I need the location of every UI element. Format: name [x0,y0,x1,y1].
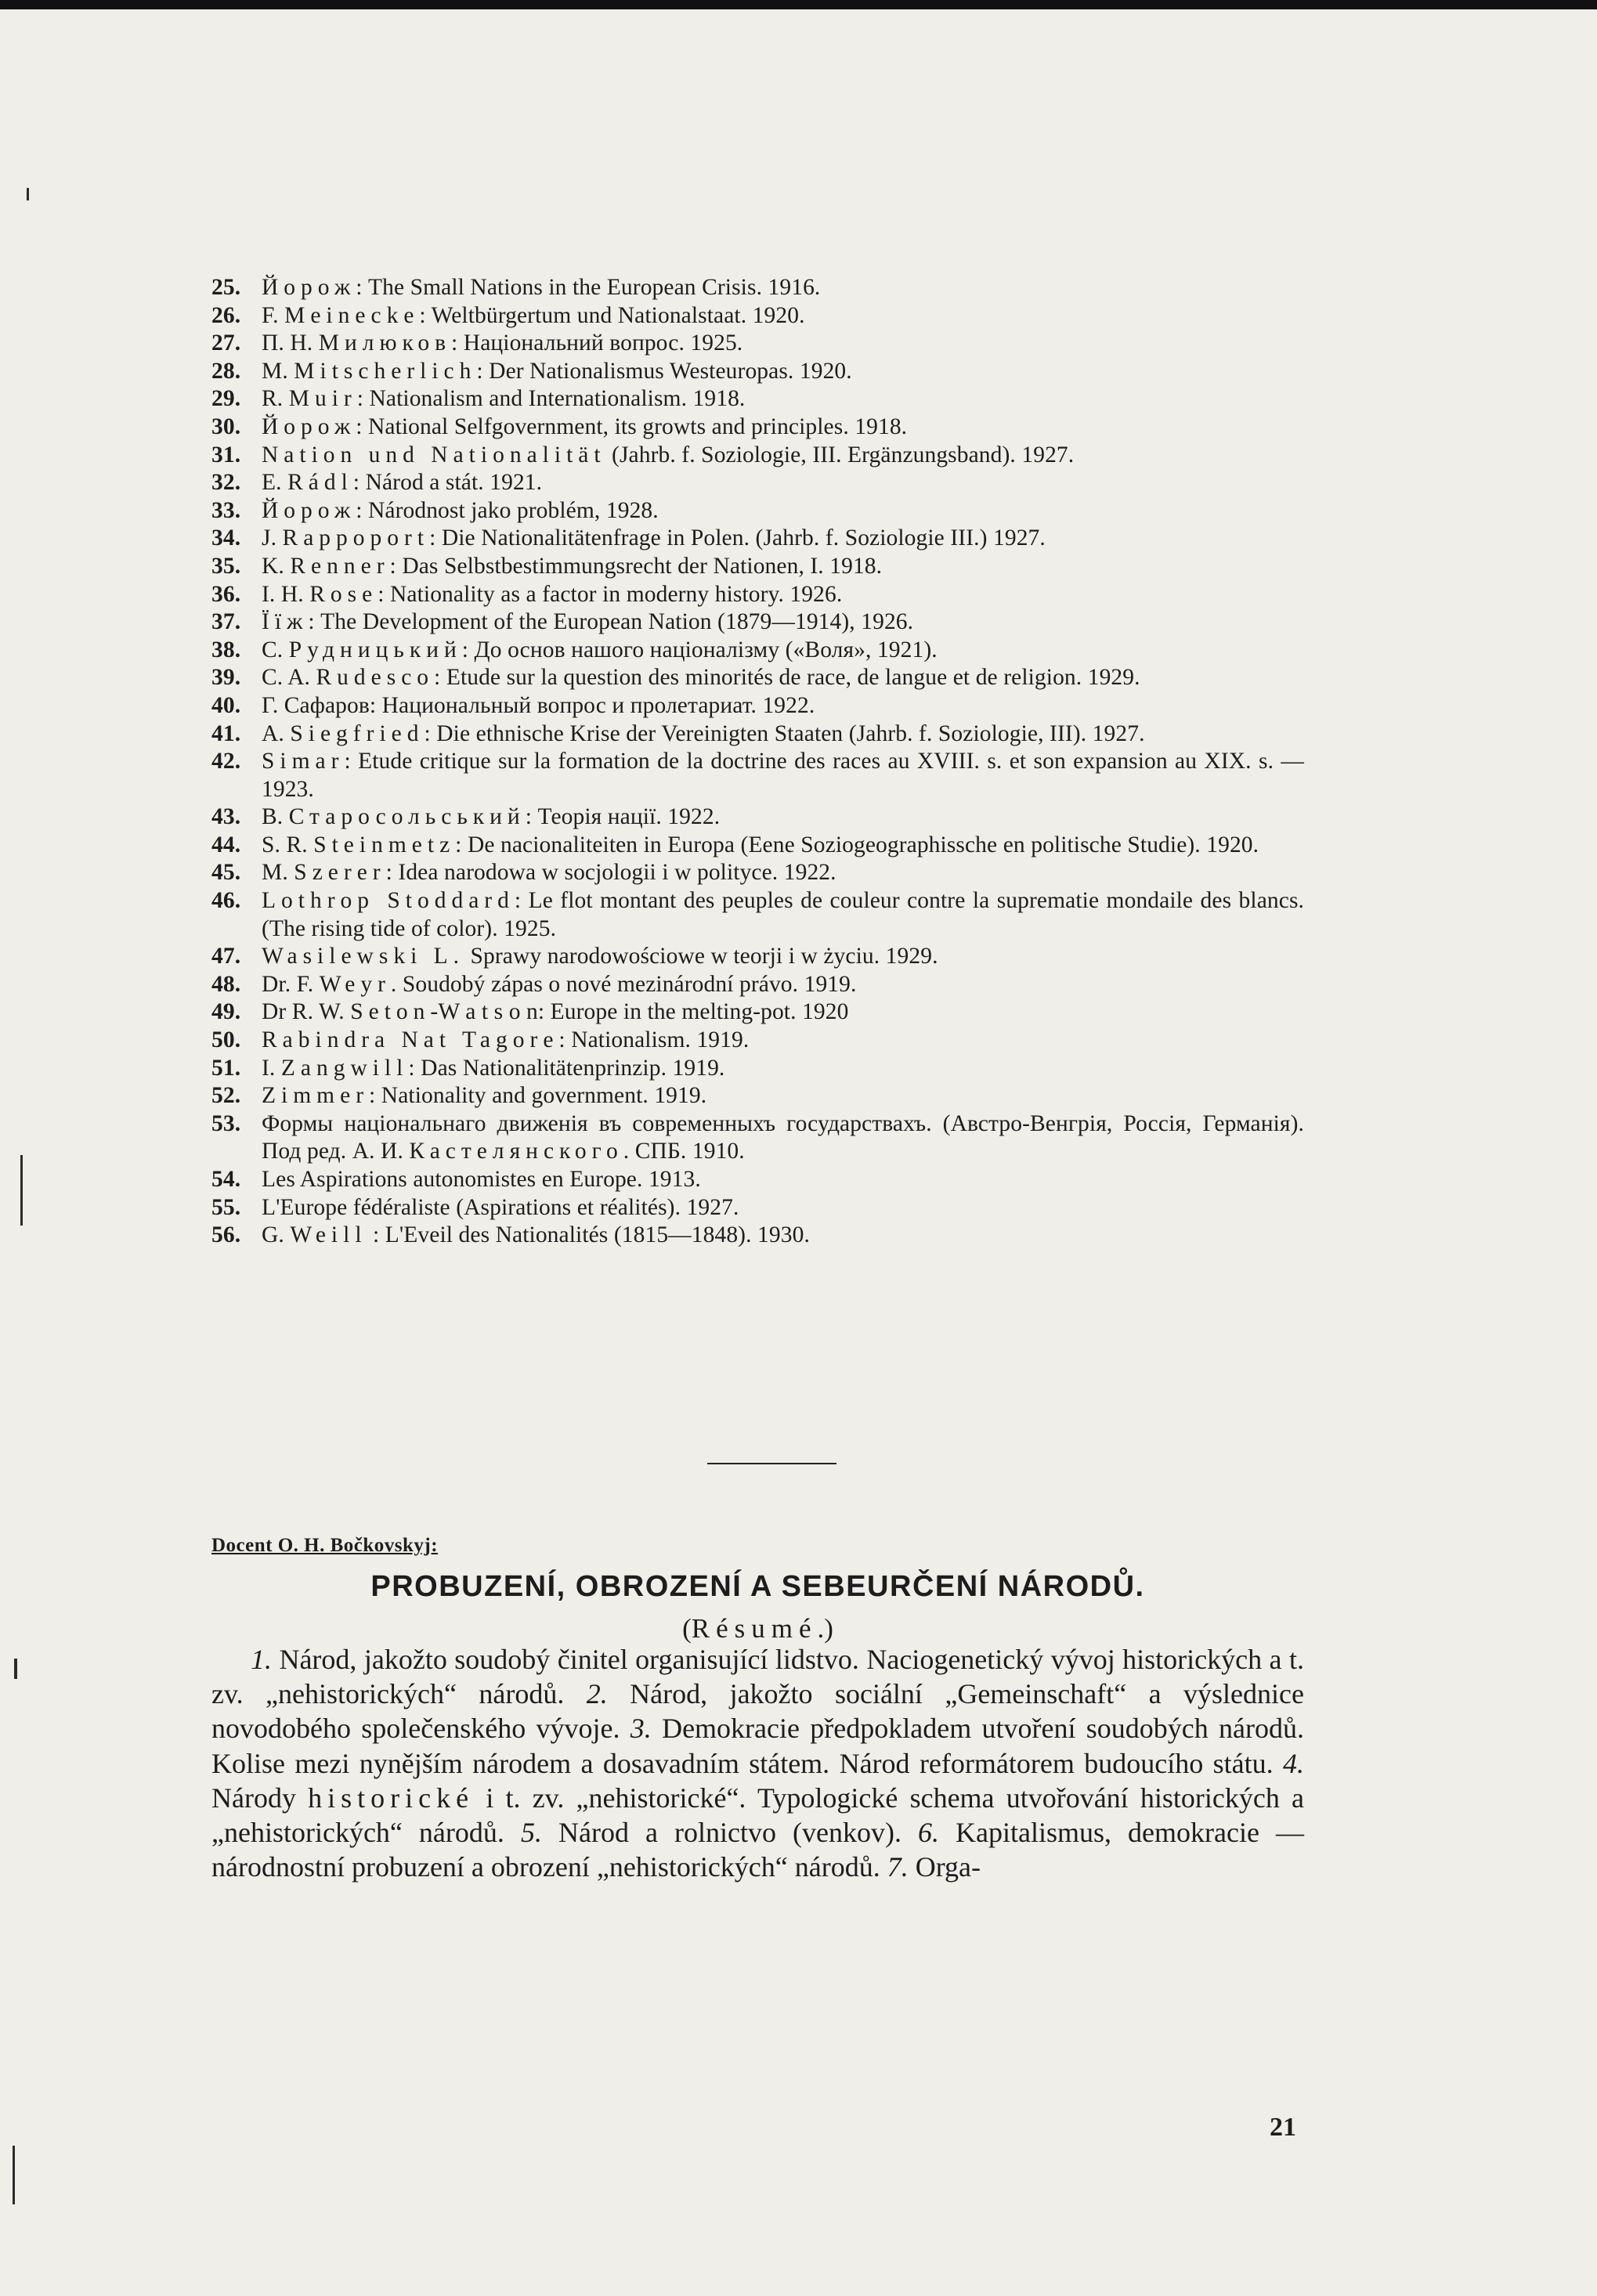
reference-pre: M. [262,358,294,384]
reference-entry [211,748,1304,803]
reference-rest: : Národnost jako problém, 1928. [356,497,659,523]
reference-text [262,358,1304,386]
reference-entry [211,1082,1304,1110]
reference-author: Szerer [294,860,386,886]
reference-number: 33. [211,497,241,523]
reference-rest: : Das Selbstbestimmungsrecht der Nationen, I. 1918. [389,553,883,579]
reference-entry [211,274,1304,302]
resume-item-number: 1. [251,1644,272,1675]
reference-entry [211,413,1304,442]
reference-rest: L'Europe fédéraliste (Aspirations et réalités). 1927. [262,1194,739,1220]
reference-pre: M. [262,860,294,886]
reference-entry [211,525,1304,553]
reference-pre: K. [262,553,291,579]
reference-rest: : Weltbürgertum und Nationalstaat. 1920. [419,302,805,328]
reference-text [262,1194,1304,1222]
author-line: Docent O. H. Bočkovskyj: [211,1535,439,1556]
reference-rest: : Der Nationalismus Westeuropas. 1920. [476,358,852,384]
reference-rest: : National Selfgovernment, its growts and principles. 1918. [356,413,908,439]
reference-number: 40. [211,692,241,718]
reference-pre: G. [262,1222,291,1248]
reference-text [262,664,1304,692]
reference-author: Їїж [262,609,309,635]
reference-entry [211,803,1304,832]
reference-rest: : Теорія нації. 1922. [525,804,721,830]
reference-rest: : Nationality as a factor in moderny history. 1926. [378,581,843,607]
reference-pre: Формы національнаго движенія въ современныхъ государствахъ. (Австро-Венгрія, Россія, Германія). Под ред. А. И. [262,1110,1304,1164]
reference-entry [211,358,1304,386]
reference-rest: (Jahrb. f. Soziologie, III. Ergänzungsband). 1927. [605,442,1075,468]
reference-entry [211,469,1304,497]
reference-rest: : De nacionaliteiten in Europa (Eene Soziogeographissche en politische Studie). 1920. [455,832,1259,857]
reference-entry [211,1194,1304,1222]
reference-author: Rudesco [316,665,435,691]
reference-entry [211,1166,1304,1194]
reference-pre: F. [262,302,285,328]
reference-number: 51. [211,1055,241,1081]
reference-number: 44. [211,832,241,857]
reference-rest: : Національний вопрос. 1925. [451,330,743,356]
reference-entry [211,720,1304,749]
reference-rest: : До основ нашого націоналізму («Воля», 1921). [461,637,938,662]
resume-item-number: 2. [586,1678,608,1710]
reference-pre: С. [262,637,289,662]
resume-item-number: 4. [1283,1747,1304,1779]
reference-rest: . Soudobý zápas o nové mezinárodní právo. 1919. [390,971,857,997]
reference-text [262,1027,1304,1055]
reference-entry [211,553,1304,581]
reference-rest: : Nationality and government. 1919. [369,1083,707,1109]
resume-text: Kapitalismus, demokracie — národnostní probuzení a obrození „nehistorických“ národů. [211,1817,1304,1883]
reference-pre: S. R. [262,832,314,857]
reference-text [262,330,1304,358]
reference-text [262,943,1304,971]
reference-text [262,442,1304,470]
reference-text [262,859,1304,887]
reference-pre: J. [262,525,283,551]
reference-number: 54. [211,1167,241,1192]
reference-entry [211,385,1304,413]
reference-rest: : Le flot montant des peuples de couleur contre la suprematie mondaile des blancs. (The rising tide of color). 1925. [262,888,1304,941]
reference-rest: : Die Nationalitätenfrage in Polen. (Jahrb. f. Soziologie III.) 1927. [429,525,1046,551]
reference-text [262,803,1304,832]
reference-author: Lothrop Stoddard [262,888,515,914]
reference-number: 49. [211,999,241,1025]
reference-text [262,720,1304,749]
reference-entry [211,581,1304,609]
reference-author: Wasilewski L. [262,944,465,969]
reference-number: 45. [211,860,241,886]
reference-number: 46. [211,888,241,914]
reference-rest: Г. Сафаров: Национальный вопрос и пролетариат. 1922. [262,692,815,718]
reference-text [262,1166,1304,1194]
reference-text [262,1082,1304,1110]
reference-text [262,748,1304,803]
reference-rest: : Nationalism. 1919. [558,1027,750,1053]
resume-text: Národ, jakožto soudobý činitel organisující lidstvo. Naciogenetický vývoj historických a t. zv. „nehistorických“ národů. [211,1644,1304,1710]
reference-text [262,1222,1304,1250]
reference-author: Muir [288,386,357,412]
reference-pre: C. A. [262,665,316,691]
reference-entry [211,302,1304,330]
reference-number: 42. [211,749,241,774]
reference-author: Кастелянского [409,1139,623,1164]
reference-entry [211,497,1304,525]
reference-number: 32. [211,470,241,496]
reference-number: 36. [211,581,241,607]
resume-item-number: 7. [887,1851,909,1883]
reference-number: 47. [211,944,241,969]
section-divider [707,1463,836,1464]
reference-pre: I. [262,1055,281,1081]
reference-author: Rose [309,581,378,607]
reference-number: 52. [211,1083,241,1109]
reference-author: Meinecke [284,302,420,328]
reference-number: 26. [211,302,241,328]
margin-mark [13,2146,15,2204]
reference-entry [211,887,1304,943]
reference-author: Seton [350,999,431,1025]
reference-rest: : Die ethnische Krise der Vereinigten Staaten (Jahrb. f. Soziologie, III). 1927. [424,720,1145,746]
reference-pre: П. Н. [262,330,319,356]
reference-author: Mitscherlich [294,358,477,384]
resume-item-number: 6. [918,1817,939,1849]
reference-number: 37. [211,609,241,635]
reference-text [262,832,1304,860]
reference-text [262,497,1304,525]
reference-rest: : L'Eveil des Nationalités (1815—1848). 1930. [367,1222,810,1248]
reference-entry [211,943,1304,971]
reference-pre: Dr. F. [262,971,320,997]
reference-author: Старосольський [288,804,526,830]
reference-text [262,302,1304,330]
reference-text [262,385,1304,413]
reference-number: 55. [211,1194,241,1220]
reference-text [262,1110,1304,1166]
reference-text [262,692,1304,720]
reference-number: 30. [211,413,241,439]
reference-rest: : Etude critique sur la formation de la doctrine des races au XVIII. s. et son expansion au XIX. s. — 1923. [262,749,1304,802]
reference-entry [211,1027,1304,1055]
reference-author: Йорож [262,413,356,439]
reference-entry [211,637,1304,665]
bibliography-list [211,274,1304,1250]
reference-author: Zimmer [262,1083,370,1109]
reference-text [262,553,1304,581]
reference-rest: : Etude sur la question des minorités de race, de langue et de religion. 1929. [434,665,1140,691]
reference-text [262,887,1304,943]
reference-author: Йорож [262,275,356,300]
resume-text: i t. zv. „nehistorické“. Typologické schema utvořování historických a „nehistorických“ národů. [211,1782,1304,1849]
reference-number: 56. [211,1222,241,1248]
margin-mark [20,1155,23,1226]
reference-author: Zangwill [280,1055,409,1081]
reference-number: 39. [211,665,241,691]
reference-number: 38. [211,637,241,662]
reference-entry [211,832,1304,860]
reference-rest: : Nationalism and Internationalism. 1918. [356,386,746,412]
reference-text [262,469,1304,497]
reference-rest: : Národ a stát. 1921. [352,470,543,496]
reference-entry [211,998,1304,1027]
reference-author: Рудницький [288,637,462,662]
margin-mark [14,1659,17,1679]
reference-rest: : The Small Nations in the European Crisis. 1916. [356,275,821,300]
resume-text: historické [308,1782,475,1814]
reference-number: 41. [211,720,241,746]
reference-author: Weill [290,1222,367,1248]
reference-rest: : Idea narodowa w socjologii i w polityce. 1922. [385,860,836,886]
reference-text [262,608,1304,637]
reference-pre: В. [262,804,289,830]
reference-author: Simar [262,749,345,774]
reference-rest: Les Aspirations autonomistes en Europe. 1913. [262,1167,701,1192]
reference-text [262,637,1304,665]
reference-entry [211,1222,1304,1250]
reference-rest: . СПБ. 1910. [623,1139,745,1164]
reference-entry [211,442,1304,470]
reference-text [262,413,1304,442]
resume-text: Národ, jakožto sociální „Gemeinschaft“ a výslednice novodobého společenského vývoje. [211,1678,1304,1745]
reference-author: Rappoport [282,525,430,551]
scan-top-edge [0,0,1597,9]
reference-entry [211,330,1304,358]
reference-number: 25. [211,275,241,300]
reference-entry [211,859,1304,887]
reference-rest: : The Development of the European Nation (1879—1914), 1926. [308,609,914,635]
reference-pre: A. [262,720,291,746]
reference-pre: E. [262,470,288,496]
reference-number: 31. [211,442,241,468]
reference-text [262,1055,1304,1083]
reference-author: Steinmetz [313,832,456,857]
reference-author: Nation und Nationalität [262,442,606,468]
reference-number: 53. [211,1110,241,1136]
reference-entry [211,1055,1304,1083]
reference-pre: I. H. [262,581,310,607]
reference-entry [211,692,1304,720]
article-title: PROBUZENÍ, OBROZENÍ A SEBEURČENÍ NÁRODŮ. [370,1570,1145,1603]
reference-pre: R. [262,386,289,412]
reference-number: 29. [211,386,241,412]
reference-number: 28. [211,358,241,384]
reference-entry [211,971,1304,999]
resume-text: Národ a rolnictvo (venkov). [541,1817,918,1849]
reference-text [262,998,1304,1027]
reference-entry [211,664,1304,692]
reference-entry [211,1110,1304,1166]
reference-author: Милюков [318,330,452,356]
resume-text: Národy [211,1782,309,1814]
reference-text [262,274,1304,302]
reference-author: Renner [290,553,390,579]
page-number: 21 [1270,2113,1296,2142]
resume-text: Orga- [908,1851,981,1883]
reference-author: Weyr [319,971,391,997]
reference-number: 50. [211,1027,241,1053]
reference-number: 35. [211,553,241,579]
reference-number: 48. [211,971,241,997]
resume-paragraph [211,1642,1304,1884]
reference-author: Rádl [287,470,353,496]
reference-rest: : Das Nationalitätenprinzip. 1919. [408,1055,725,1081]
article-subtitle: (Résumé.) [682,1613,833,1644]
reference-author: Йорож [262,497,356,523]
reference-number: 27. [211,330,241,356]
reference-rest: -W a t s o n: Europe in the melting-pot. 1920 [430,999,849,1025]
reference-pre: Dr R. W. [262,999,351,1025]
resume-item-number: 5. [520,1817,542,1849]
resume-text: Demokracie předpokladem utvoření soudobých národů. Kolise mezi nynějším národem a dosavadním státem. Národ reformátorem budoucího státu. [211,1713,1304,1779]
reference-text [262,971,1304,999]
reference-author: Rabindra Nat Tagore [262,1027,559,1053]
reference-entry [211,608,1304,637]
reference-rest: Sprawy narodowościowe w teorji i w życiu. 1929. [464,944,938,969]
reference-text [262,581,1304,609]
reference-number: 43. [211,804,241,830]
reference-text [262,525,1304,553]
reference-number: 34. [211,525,241,551]
reference-author: Siegfried [290,720,425,746]
margin-mark [27,188,29,200]
resume-item-number: 3. [630,1713,652,1745]
